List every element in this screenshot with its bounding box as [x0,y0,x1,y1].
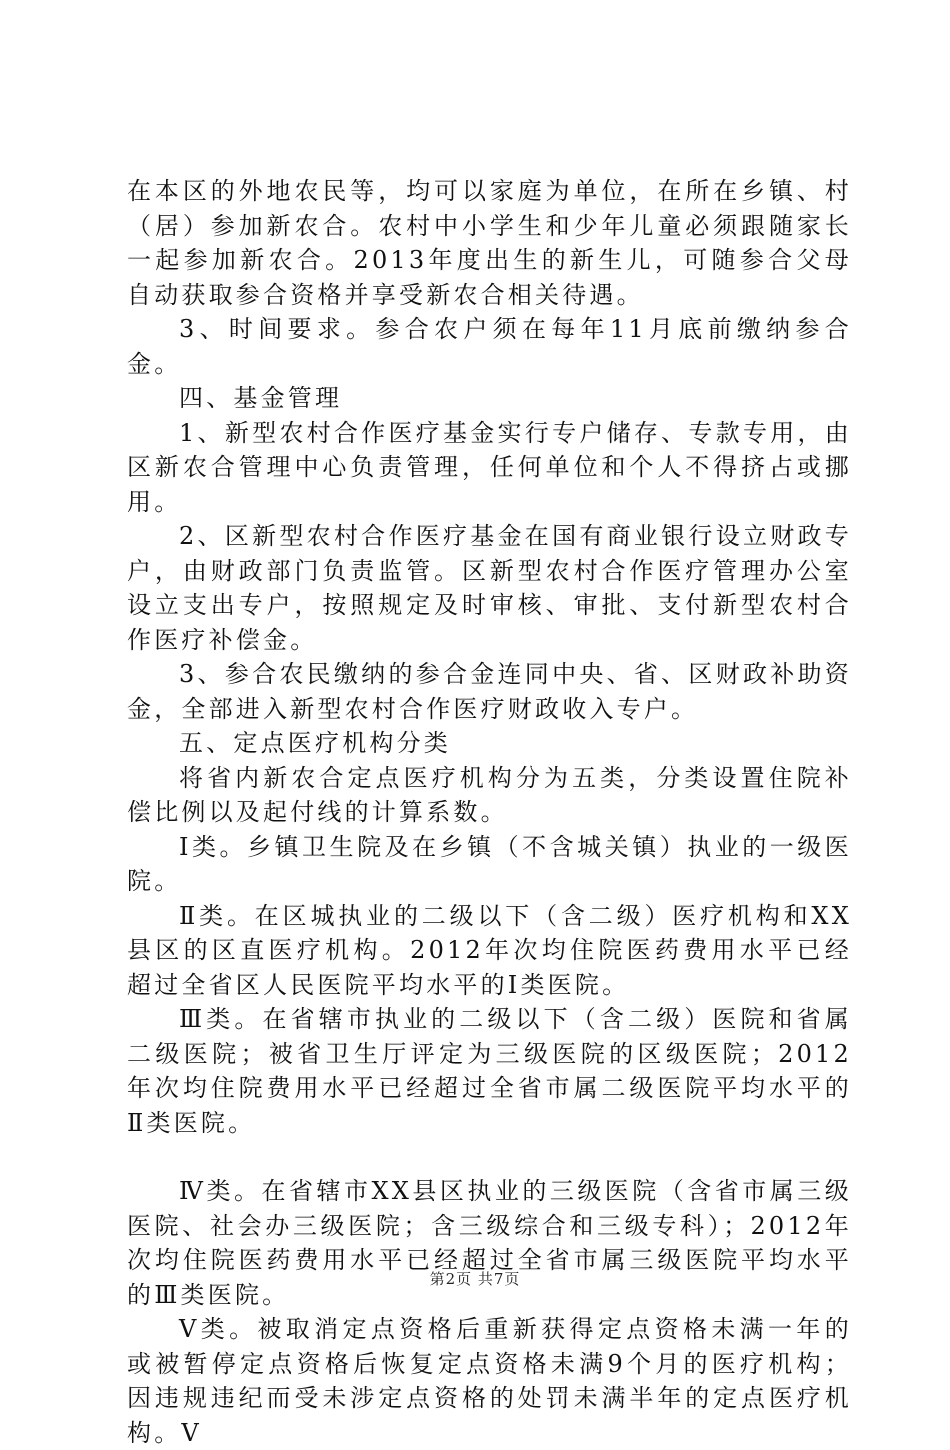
paragraph-fund-item-3: 3、参合农民缴纳的参合金连同中央、省、区财政补助资金，全部进入新型农村合作医疗财政收入专户。 [127,660,852,723]
paragraph-continuation: 在本区的外地农民等，均可以家庭为单位，在所在乡镇、村（居）参加新农合。农村中小学生和少年儿童必须跟随家长一起参加新农合。2013年度出生的新生儿，可随参合父母自动获取参合资格并享受新农合相关待遇。 [127,177,852,309]
section-heading-institution-classes: 五、定点医疗机构分类 [179,729,451,757]
paragraph-class-1: Ⅰ类。乡镇卫生院及在乡镇（不含城关镇）执业的一级医院。 [127,832,852,895]
paragraph-spacer [127,1140,852,1174]
section-heading-fund-management: 四、基金管理 [179,384,343,412]
paragraph-class-3: Ⅲ类。在省辖市执业的二级以下（含二级）医院和省属二级医院；被省卫生厅评定为三级医院的区级医院；2012年次均住院费用水平已经超过全省市属二级医院平均水平的Ⅱ类医院。 [127,1005,852,1137]
paragraph-fund-item-1: 1、新型农村合作医疗基金实行专户储存、专款专用，由区新农合管理中心负责管理，任何单位和个人不得挤占或挪用。 [127,418,852,516]
paragraph-classification-intro: 将省内新农合定点医疗机构分为五类，分类设置住院补偿比例以及起付线的计算系数。 [127,763,852,826]
page-number-footer: 第2页 共7页 [429,1270,521,1288]
paragraph-time-requirement: 3、时间要求。参合农户须在每年11月底前缴纳参合金。 [127,315,852,378]
document-body [127,174,852,1450]
paragraph-fund-item-2: 2、区新型农村合作医疗基金在国有商业银行设立财政专户，由财政部门负责监管。区新型农村合作医疗管理办公室设立支出专户，按照规定及时审核、审批、支付新型农村合作医疗补偿金。 [127,522,852,654]
paragraph-class-4: Ⅳ类。在省辖市XX县区执业的三级医院（含省市属三级医院、社会办三级医院；含三级综合和三级专科）；2012年次均住院医药费用水平已经超过全省市属三级医院平均水平的Ⅲ类医院。 [127,1177,852,1309]
paragraph-class-2: Ⅱ类。在区城执业的二级以下（含二级）医疗机构和XX县区的区直医疗机构。2012年次均住院医药费用水平已经超过全省区人民医院平均水平的Ⅰ类医院。 [127,901,852,999]
paragraph-class-5: Ⅴ类。被取消定点资格后重新获得定点资格未满一年的或被暂停定点资格后恢复定点资格未满9个月的医疗机构；因违规违纪而受未涉定点资格的处罚未满半年的定点医疗机构。Ⅴ [127,1315,852,1447]
